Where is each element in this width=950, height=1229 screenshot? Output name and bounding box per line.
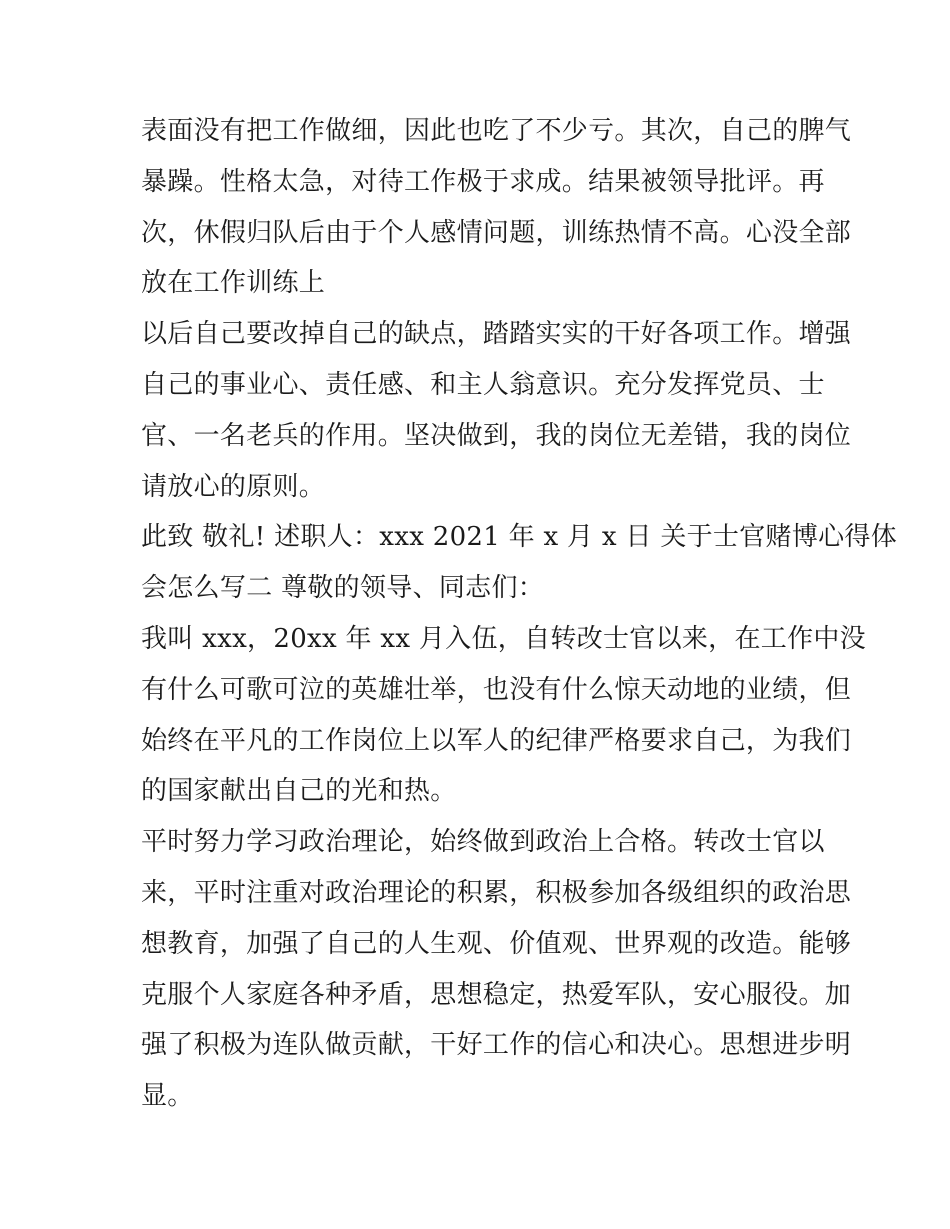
text-line: 暴躁。性格太急，对待工作极于求成。结果被领导批评。再 — [141, 166, 825, 197]
text-line: 请放心的原则。 — [141, 471, 326, 502]
text-line: 会怎么写二 尊敬的领导、同志们： — [141, 573, 545, 604]
text-line: 此致 敬礼! 述职人：xxx 2021 年 x 月 x 日 关于士官赌博心得体 — [141, 522, 898, 553]
text-line: 自己的事业心、责任感、和主人翁意识。充分发挥党员、士 — [141, 369, 825, 400]
text-line: 平时努力学习政治理论，始终做到政治上合格。转改士官以 — [141, 827, 825, 858]
text-line: 想教育，加强了自己的人生观、价值观、世界观的改造。能够 — [141, 928, 852, 959]
text-line: 的国家献出自己的光和热。 — [141, 776, 457, 807]
text-line: 以后自己要改掉自己的缺点，踏踏实实的干好各项工作。增强 — [141, 319, 852, 350]
text-line: 我叫 xxx，20xx 年 xx 月入伍，自转改士官以来，在工作中没 — [141, 623, 866, 654]
text-line: 显。 — [141, 1081, 194, 1112]
text-line: 次，休假归队后由于个人感情问题，训练热情不高。心没全部 — [141, 217, 852, 248]
text-line: 始终在平凡的工作岗位上以军人的纪律严格要求自己，为我们 — [141, 725, 852, 756]
text-line: 强了积极为连队做贡献，干好工作的信心和决心。思想进步明 — [141, 1030, 852, 1061]
text-line: 官、一名老兵的作用。坚决做到，我的岗位无差错，我的岗位 — [141, 420, 852, 451]
text-line: 克服个人家庭各种矛盾，思想稳定，热爱军队，安心服役。加 — [141, 979, 852, 1010]
text-line: 放在工作训练上 — [141, 268, 326, 299]
document-body — [141, 106, 898, 1122]
text-line: 表面没有把工作做细，因此也吃了不少亏。其次，自己的脾气 — [141, 116, 852, 146]
text-line: 来，平时注重对政治理论的积累，积极参加各级组织的政治思 — [141, 877, 852, 908]
text-line: 有什么可歌可泣的英雄壮举，也没有什么惊天动地的业绩，但 — [141, 674, 852, 705]
